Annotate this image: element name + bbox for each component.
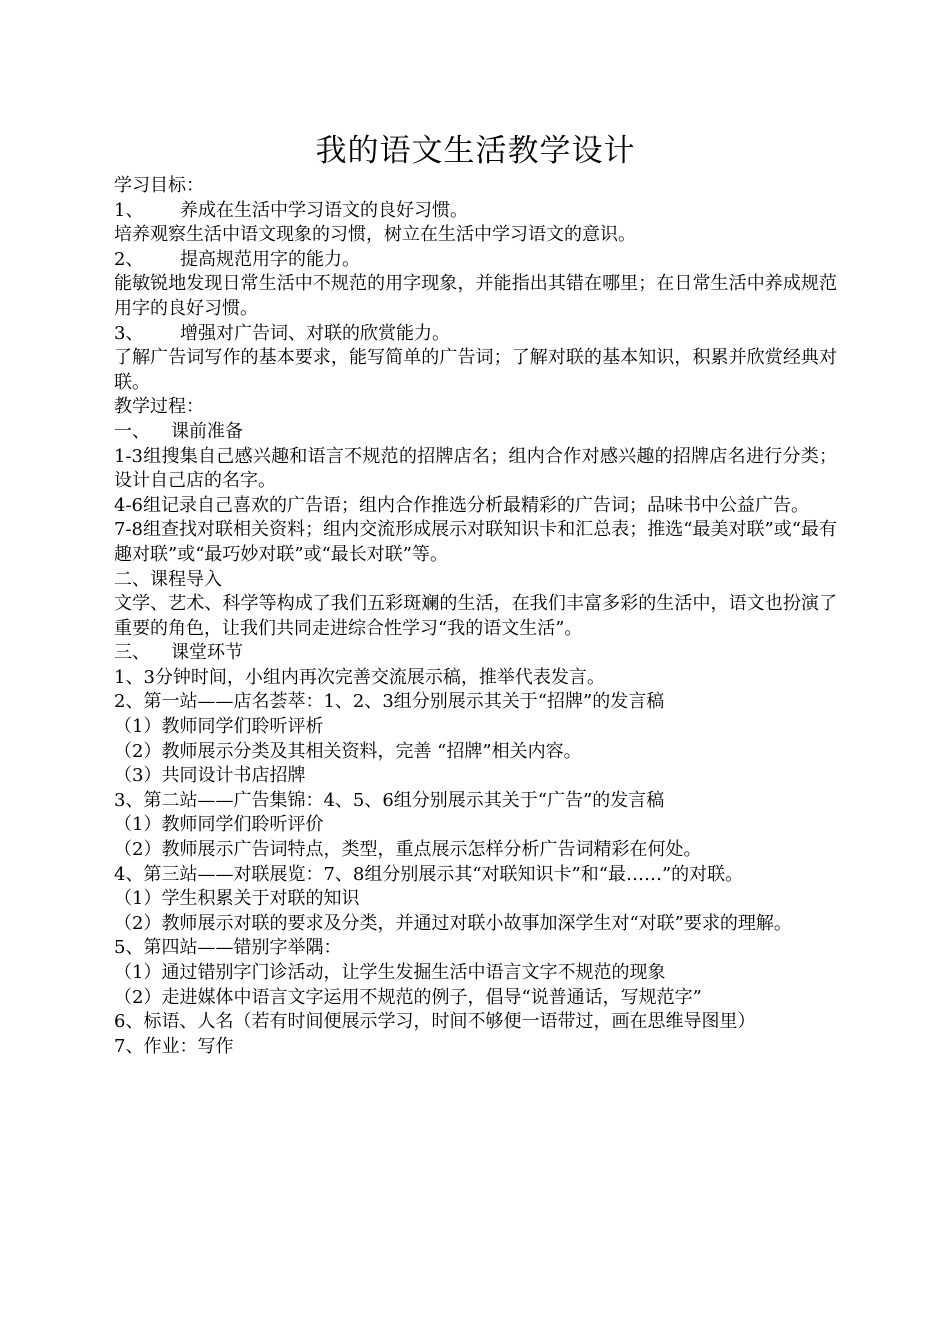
class-substep: （1）通过错别字门诊活动，让学生发掘生活中语言文字不规范的现象: [114, 962, 666, 983]
section-title: 课前准备: [171, 420, 243, 442]
goals-heading: 学习目标：: [114, 175, 204, 196]
class-substep: （3）共同设计书店招牌: [114, 765, 306, 787]
class-step: 7、作业：写作: [114, 1035, 234, 1057]
intro-paragraph: 文学、艺术、科学等构成了我们五彩斑斓的生活，在我们丰富多彩的生活中，语文也扮演了重要的角色，让我们共同走进综合性学习“我的语文生活”。: [114, 593, 837, 639]
goal-number: 3、: [114, 322, 144, 344]
class-step: 5、第四站——错别字举隅：: [114, 937, 342, 959]
section-heading: 二、课程导入: [114, 568, 222, 590]
class-substep: （1）教师同学们聆听评析: [114, 716, 324, 738]
section-heading: [114, 420, 837, 445]
prep-item: 4-6组记录自己喜欢的广告语；组内合作推选分析最精彩的广告词；品味书中公益广告。: [114, 494, 809, 516]
class-substep: （2）教师展示对联的要求及分类，并通过对联小故事加深学生对“对联”要求的理解。: [114, 912, 792, 934]
goal-number: 2、: [114, 248, 144, 270]
goal-text: 养成在生活中学习语文的良好习惯。: [180, 199, 468, 221]
class-substep: （2）教师展示分类及其相关资料，完善 “招牌”相关内容。: [114, 740, 582, 762]
section-number: 三、: [114, 642, 150, 664]
goal-description: 培养观察生活中语文现象的习惯，树立在生活中学习语文的意识。: [114, 224, 636, 246]
document-title: 我的语文生活教学设计: [315, 133, 636, 169]
section-title: 课堂环节: [171, 642, 243, 664]
goal-item: [114, 199, 837, 224]
goal-description: 能敏锐地发现日常生活中不规范的用字现象，并能指出其错在哪里；在日常生活中养成规范用字的良好习惯。: [114, 273, 837, 319]
class-step: 4、第三站——对联展览：7、8组分别展示其“对联知识卡”和“最……”的对联。: [114, 863, 744, 885]
prep-item: 1-3组搜集自己感兴趣和语言不规范的招牌店名；组内合作对感兴趣的招牌店名进行分类；设计自己店的名字。: [114, 445, 837, 492]
class-step: 2、第一站——店名荟萃：1、2、3组分别展示其关于“招牌”的发言稿: [114, 691, 665, 713]
goal-number: 1、: [114, 199, 144, 221]
class-substep: （2）教师展示广告词特点，类型，重点展示怎样分析广告词精彩在何处。: [114, 839, 702, 861]
goal-description: 了解广告词写作的基本要求，能写简单的广告词；了解对联的基本知识，积累并欣赏经典对联。: [114, 347, 837, 393]
class-step: 3、第二站——广告集锦：4、5、6组分别展示其关于“广告”的发言稿: [114, 789, 665, 811]
process-heading: 教学过程：: [114, 396, 204, 418]
document-body: [114, 128, 837, 1059]
goal-text: 增强对广告词、对联的欣赏能力。: [180, 322, 450, 344]
section-number: 一、: [114, 420, 150, 442]
goal-item: [114, 322, 837, 347]
section-heading: [114, 641, 837, 666]
prep-item: 7-8组查找对联相关资料；组内交流形成展示对联知识卡和汇总表；推选“最美对联”或“最有趣对联”或“最巧妙对联”或“最长对联”等。: [114, 519, 837, 565]
class-step: 6、标语、人名（若有时间便展示学习，时间不够便一语带过，画在思维导图里）: [114, 1011, 756, 1033]
class-substep: （2）走进媒体中语言文字运用不规范的例子，倡导“说普通话，写规范字”: [114, 986, 702, 1008]
class-step: 1、3分钟时间，小组内再次完善交流展示稿，推举代表发言。: [114, 666, 605, 688]
class-substep: （1）教师同学们聆听评价: [114, 814, 324, 836]
class-substep: （1）学生积累关于对联的知识: [114, 888, 360, 910]
goal-item: [114, 248, 837, 273]
goal-text: 提高规范用字的能力。: [180, 248, 360, 270]
